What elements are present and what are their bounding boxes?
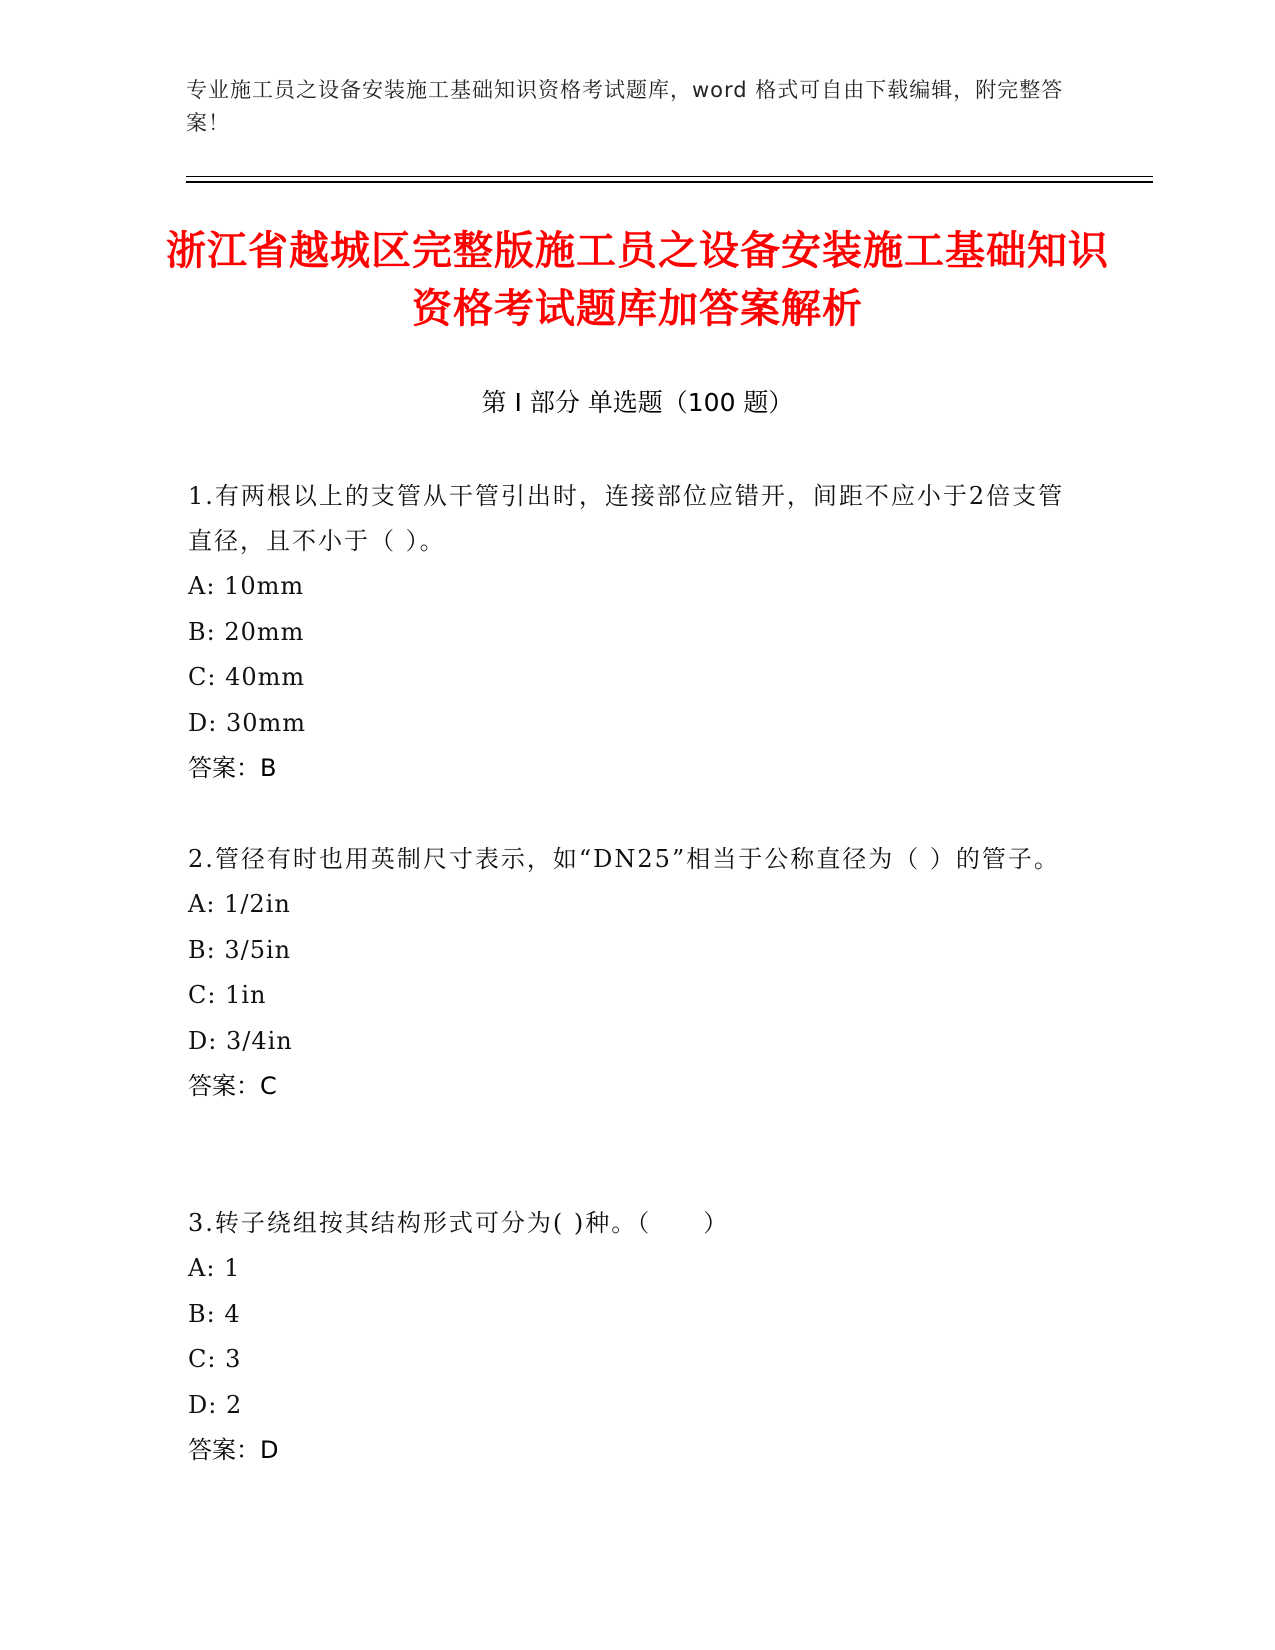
answer-line: 答案：B	[188, 754, 277, 782]
answer-line: 答案：C	[188, 1072, 277, 1100]
option-c: C: 1in	[188, 981, 267, 1009]
question-block	[188, 1201, 1088, 1473]
option-d: D: 2	[188, 1390, 243, 1419]
question-stem: 2.管径有时也用英制尺寸表示，如“DN25”相当于公称直径为（ ）的管子。	[188, 845, 1060, 873]
document-title: 浙江省越城区完整版施工员之设备安装施工基础知识资格考试题库加答案解析	[166, 228, 1109, 332]
option-c: C: 40mm	[188, 663, 306, 691]
option-d: D: 3/4in	[188, 1026, 293, 1055]
question-stem: 1.有两根以上的支管从干管引出时，连接部位应错开，间距不应小于2倍支管直径，且不小于（ ）。	[188, 482, 1065, 555]
section-heading: 第 I 部分 单选题（100 题）	[481, 388, 794, 417]
option-b: B: 20mm	[188, 617, 305, 646]
option-d: D: 30mm	[188, 708, 307, 737]
option-a: A: 1/2in	[188, 890, 291, 918]
answer-line: 答案：D	[188, 1436, 279, 1464]
header-note: 专业施工员之设备安装施工基础知识资格考试题库，word 格式可自由下载编辑，附完整答案！	[186, 78, 1064, 135]
option-a: A: 10mm	[188, 572, 305, 600]
question-block	[188, 474, 1088, 791]
option-b: B: 3/5in	[188, 935, 292, 964]
option-c: C: 3	[188, 1345, 242, 1373]
question-block	[188, 837, 1088, 1109]
option-a: A: 1	[188, 1254, 241, 1282]
header-divider-thin	[186, 176, 1153, 177]
question-stem: 3.转子绕组按其结构形式可分为( )种。（ ）	[188, 1209, 730, 1237]
option-b: B: 4	[188, 1299, 241, 1328]
header-divider-thick	[186, 181, 1153, 183]
